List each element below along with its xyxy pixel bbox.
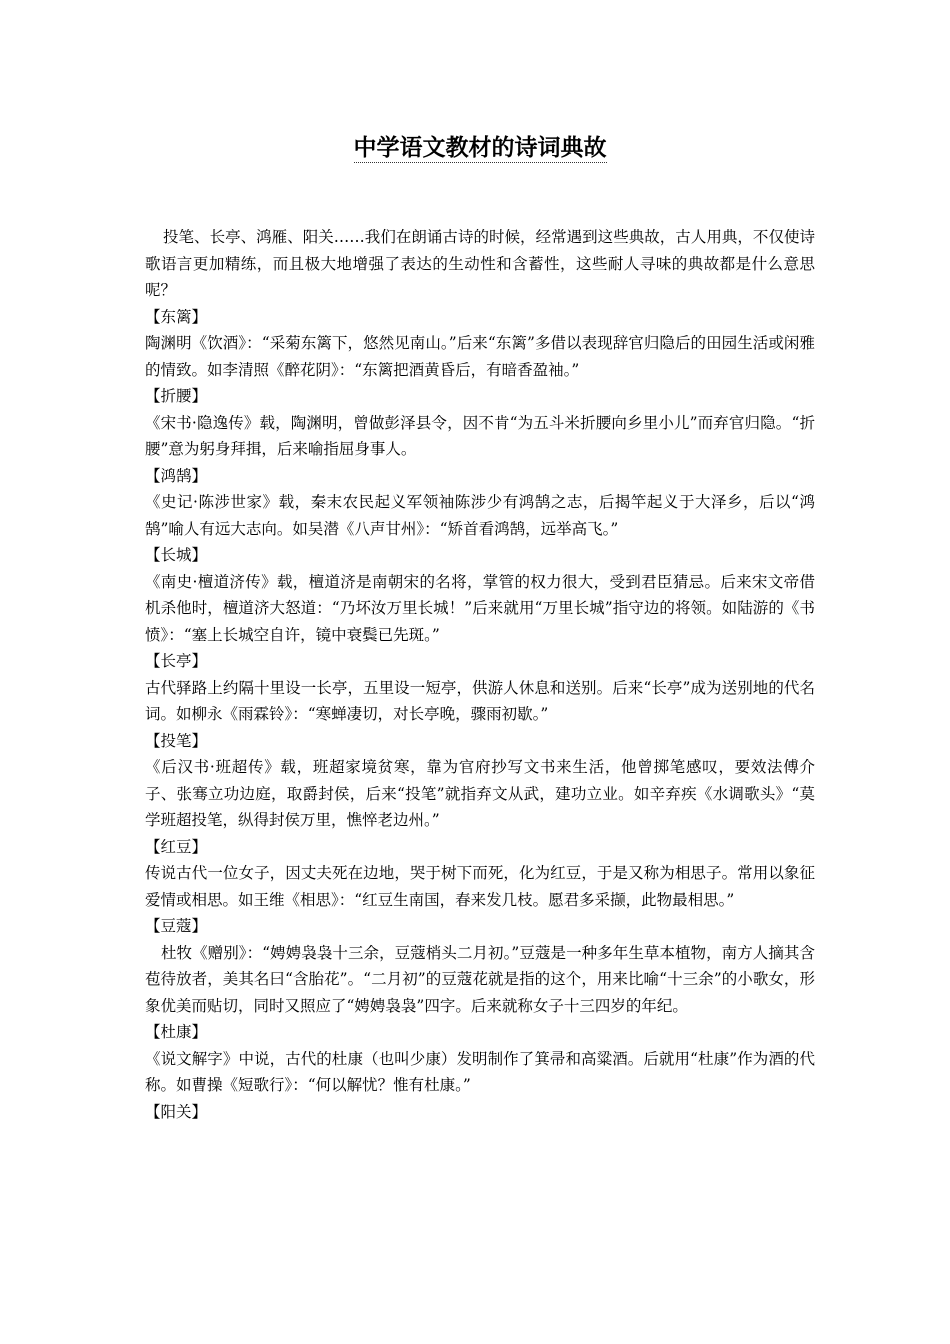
entry-text-doukou: 杜牧《赠别》：“娉娉袅袅十三余，豆蔻梢头二月初。”豆蔻是一种多年生草本植物，南方人摘其含苞待放者，美其名曰“含胎花”。“二月初”的豆蔻花就是指的这个，用来比喻“十三余”的小歌女，形象优美而贴切，同时又照应了“娉娉袅袅”四字。后来就称女子十三四岁的年纪。	[145, 943, 815, 1015]
entry-heading-yangguan: 【阳关】	[145, 1102, 208, 1121]
intro-paragraph: 投笔、长亭、鸿雁、阳关……我们在朗诵古诗的时候，经常遇到这些典故，古人用典，不仅使诗歌语言更加精练，而且极大地增强了表达的生动性和含蓄性，这些耐人寻味的典故都是什么意思呢？	[145, 228, 815, 299]
entry-text-honghu: 《史记·陈涉世家》载，秦末农民起义军领袖陈涉少有鸿鹄之志，后揭竿起义于大泽乡，后以“鸿鹄”喻人有远大志向。如吴潜《八声甘州》：“矫首看鸿鹄，远举高飞。”	[145, 493, 815, 538]
entry-text-changting: 古代驿路上约隔十里设一长亭，五里设一短亭，供游人休息和送别。后来“长亭”成为送别地的代名词。如柳永《雨霖铃》：“寒蝉凄切，对长亭晚，骤雨初歇。”	[145, 678, 815, 723]
entry-heading-toubi: 【投笔】	[145, 731, 208, 750]
entry-text-dukang: 《说文解字》中说，古代的杜康（也叫少康）发明制作了箕帚和高粱酒。后就用“杜康”作为酒的代称。如曹操《短歌行》：“何以解忧？惟有杜康。”	[145, 1049, 815, 1094]
document-title-text: 中学语文教材的诗词典故	[353, 135, 607, 161]
entry-heading-changcheng: 【长城】	[145, 546, 208, 564]
document-title	[145, 130, 815, 166]
entry-heading-dongli: 【东篱】	[145, 307, 208, 326]
entry-heading-honghu: 【鸿鹄】	[145, 466, 208, 485]
entry-heading-zheyao: 【折腰】	[145, 387, 208, 405]
entry-heading-hongdou: 【红豆】	[145, 837, 208, 856]
entry-text-hongdou: 传说古代一位女子，因丈夫死在边地，哭于树下而死，化为红豆，于是又称为相思子。常用以象征爱情或相思。如王维《相思》：“红豆生南国，春来发几枝。愿君多采撷，此物最相思。”	[145, 864, 815, 909]
document-body	[145, 224, 815, 1125]
entry-text-changcheng: 《南史·檀道济传》载，檀道济是南朝宋的名将，掌管的权力很大，受到君臣猜忌。后来宋文帝借机杀他时，檀道济大怒道：“乃坏汝万里长城！”后来就用“万里长城”指守边的将领。如陆游的《书愤》：“塞上长城空自许，镜中衰鬓已先斑。”	[145, 572, 815, 644]
entry-text-toubi: 《后汉书·班超传》载，班超家境贫寒，靠为官府抄写文书来生活，他曾掷笔感叹，要效法傅介子、张骞立功边庭，取爵封侯，后来“投笔”就指弃文从武，建功立业。如辛弃疾《水调歌头》“莫学班超投笔，纵得封侯万里，憔悴老边州。”	[145, 758, 815, 829]
entry-heading-dukang: 【杜康】	[145, 1023, 208, 1041]
entry-heading-changting: 【长亭】	[145, 652, 208, 670]
entry-text-dongli: 陶渊明《饮酒》：“采菊东篱下，悠然见南山。”后来“东篱”多借以表现辞官归隐后的田园生活或闲雅的情致。如李清照《醉花阴》：“东篱把酒黄昏后，有暗香盈袖。”	[145, 334, 815, 379]
entry-heading-doukou: 【豆蔻】	[145, 917, 208, 935]
entry-text-zheyao: 《宋书·隐逸传》载，陶渊明，曾做彭泽县令，因不肯“为五斗米折腰向乡里小儿”而弃官归隐。“折腰”意为躬身拜揖，后来喻指屈身事人。	[145, 413, 815, 458]
